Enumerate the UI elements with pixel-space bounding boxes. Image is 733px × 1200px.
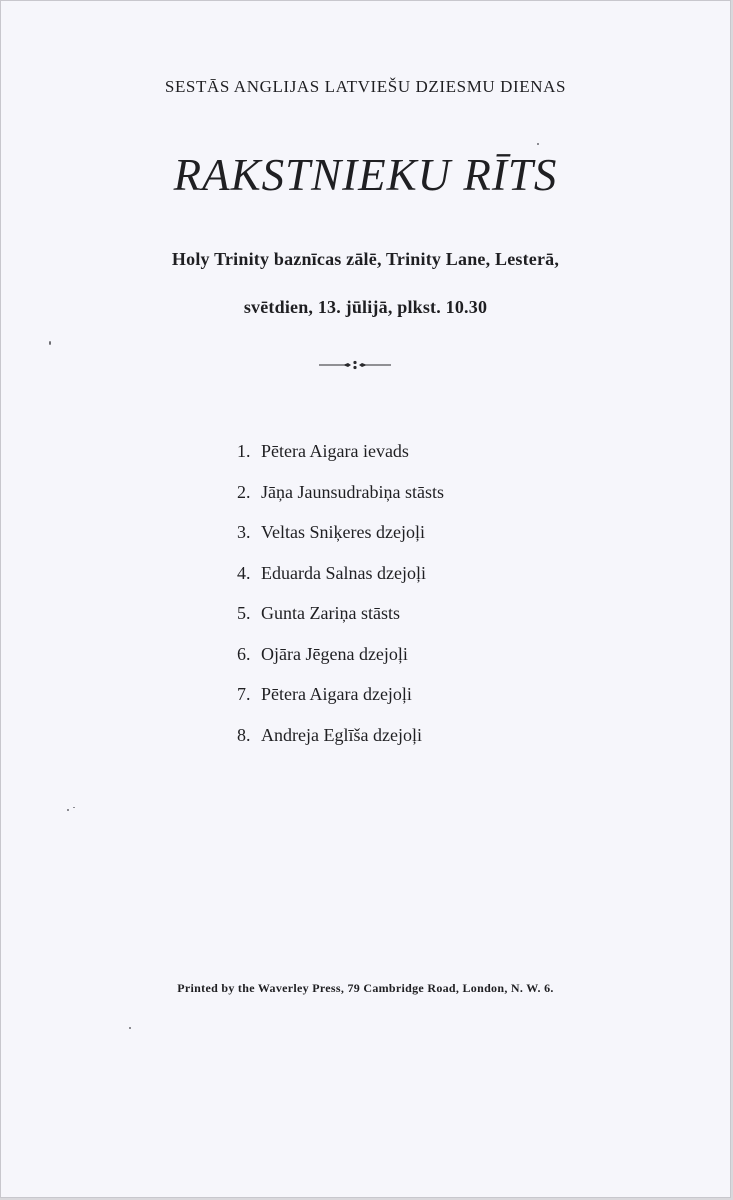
program-item: [237, 482, 557, 523]
program-item: [237, 684, 557, 725]
ornament-divider: [319, 358, 391, 372]
item-text: Pētera Aigara dzejoļi: [261, 684, 412, 704]
item-number: 6.: [237, 643, 251, 664]
item-number: 8.: [237, 724, 251, 745]
item-text: Andreja Eglīša dzejoļi: [261, 724, 422, 745]
paper-speck: [49, 341, 51, 345]
item-number: 5.: [237, 603, 251, 623]
program-item: [237, 644, 557, 685]
paper-speck: [73, 807, 75, 808]
program-item: [237, 522, 557, 563]
program-title: RAKSTNIEKU RĪTS: [173, 150, 558, 200]
program-item: [237, 603, 557, 644]
program-list: [237, 441, 557, 765]
date-time-line: svētdien, 13. jūlijā, plkst. 10.30: [243, 297, 488, 317]
item-number: 2.: [237, 481, 251, 502]
paper-speck: [129, 1027, 131, 1029]
item-text: Jāņa Jaunsudrabiņa stāsts: [261, 481, 444, 502]
item-number: 7.: [237, 684, 251, 704]
paper-speck: [67, 809, 69, 811]
item-text: Veltas Sniķeres dzejoļi: [261, 522, 425, 542]
program-item: [237, 441, 557, 482]
item-number: 1.: [237, 441, 251, 461]
event-heading: SESTĀS ANGLIJAS LATVIEŠU DZIESMU DIENAS: [164, 77, 567, 96]
printer-imprint: Printed by the Waverley Press, 79 Cambridge Road, London, N. W. 6.: [177, 981, 554, 995]
item-text: Pētera Aigara ievads: [261, 441, 409, 461]
item-text: Gunta Zariņa stāsts: [261, 603, 400, 623]
program-item: [237, 725, 557, 766]
program-item: [237, 563, 557, 604]
item-number: 4.: [237, 562, 251, 583]
item-number: 3.: [237, 522, 251, 542]
item-text: Eduarda Salnas dzejoļi: [261, 562, 426, 583]
paper-speck: [537, 143, 539, 145]
item-text: Ojāra Jēgena dzejoļi: [261, 643, 408, 664]
venue-line: Holy Trinity baznīcas zālē, Trinity Lane, Lesterā,: [171, 249, 560, 269]
